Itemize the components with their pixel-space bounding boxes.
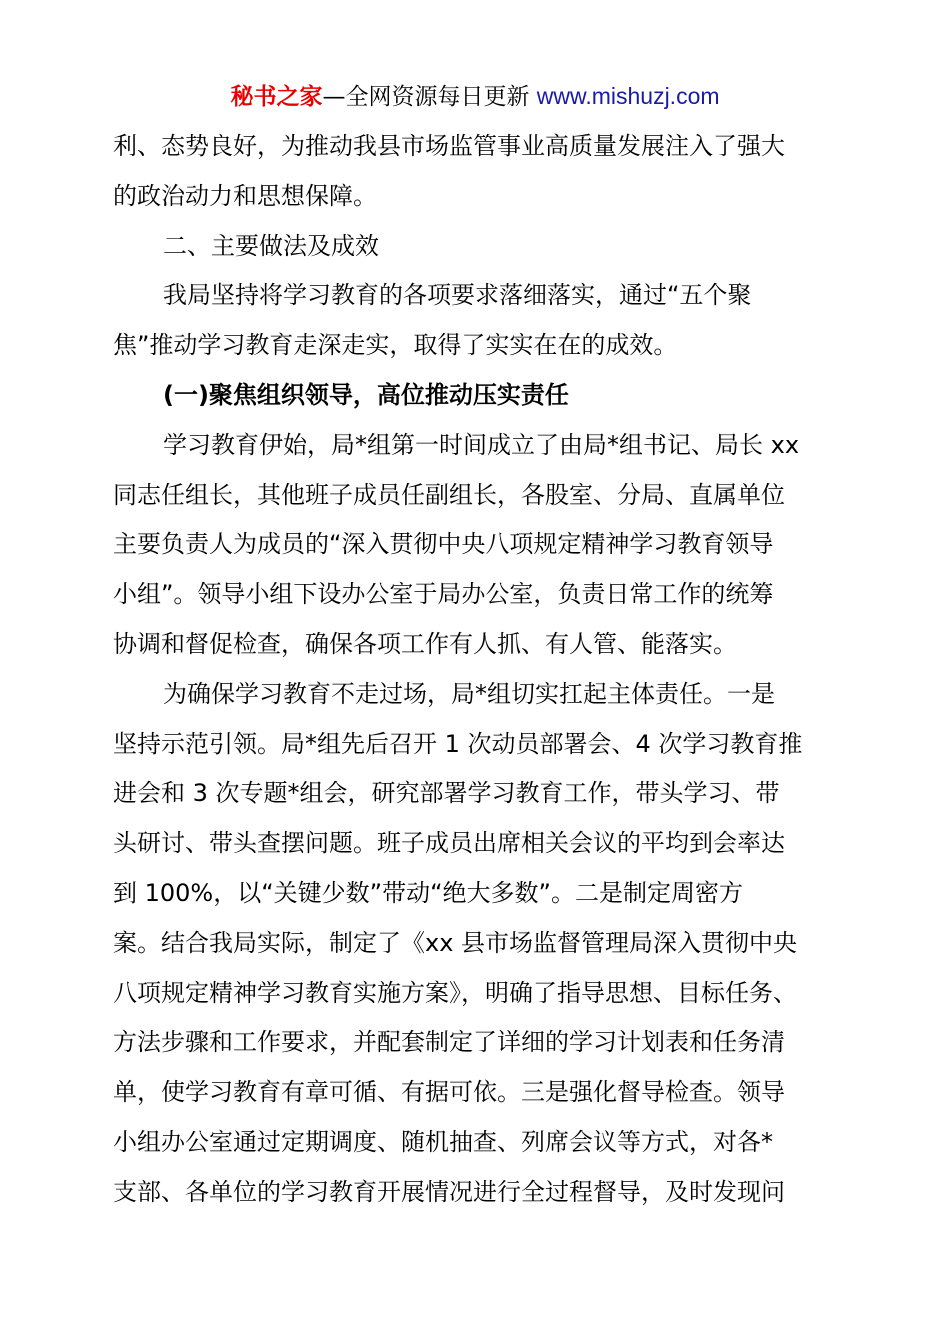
paragraph-line: 学习教育伊始，局*组第一时间成立了由局*组书记、局长 xx bbox=[163, 430, 800, 459]
paragraph-line: 小组办公室通过定期调度、随机抽查、列席会议等方式，对各* bbox=[113, 1127, 773, 1156]
paragraph-line: 坚持示范引领。局*组先后召开 1 次动员部署会、4 次学习教育推 bbox=[113, 729, 803, 758]
paragraph-line: 头研讨、带头查摆问题。班子成员出席相关会议的平均到会率达 bbox=[113, 829, 785, 858]
paragraph-line: 为确保学习教育不走过场，局*组切实扛起主体责任。一是 bbox=[163, 679, 775, 708]
paragraph-line: 的政治动力和思想保障。 bbox=[113, 181, 377, 210]
paragraph-line: 协调和督促检查，确保各项工作有人抓、有人管、能落实。 bbox=[113, 629, 737, 658]
paragraph-line: 案。结合我局实际，制定了《xx 县市场监督管理局深入贯彻中央 bbox=[113, 928, 798, 957]
paragraph-line: 单，使学习教育有章可循、有据可依。三是强化督导检查。领导 bbox=[113, 1078, 785, 1107]
paragraph-line: 主要负责人为成员的“深入贯彻中央八项规定精神学习教育领导 bbox=[113, 530, 774, 559]
site-url-link[interactable]: www.mishuzj.com bbox=[536, 83, 720, 109]
paragraph-line: 进会和 3 次专题*组会，研究部署学习教育工作，带头学习、带 bbox=[113, 779, 780, 808]
header-tagline: —全网资源每日更新 bbox=[322, 84, 530, 110]
paragraph-line: 我局坚持将学习教育的各项要求落细落实，通过“五个聚 bbox=[163, 281, 752, 310]
section-heading: (一)聚焦组织领导，高位推动压实责任 bbox=[163, 380, 569, 409]
paragraph-line: 到 100%，以“关键少数”带动“绝大多数”。二是制定周密方 bbox=[113, 878, 743, 907]
paragraph-line: 小组”。领导小组下设办公室于局办公室，负责日常工作的统筹 bbox=[113, 580, 774, 609]
paragraph-line: 支部、各单位的学习教育开展情况进行全过程督导，及时发现问 bbox=[113, 1177, 785, 1206]
paragraph-line: 利、态势良好，为推动我县市场监管事业高质量发展注入了强大 bbox=[113, 132, 785, 160]
paragraph-line: 方法步骤和工作要求，并配套制定了详细的学习计划表和任务清 bbox=[113, 1028, 785, 1057]
brand-name: 秘书之家 bbox=[230, 84, 323, 110]
page-header bbox=[0, 80, 950, 113]
paragraph-line: 二、主要做法及成效 bbox=[163, 231, 379, 260]
paragraph-line: 同志任组长，其他班子成员任副组长，各股室、分局、直属单位 bbox=[113, 480, 785, 509]
paragraph-line: 八项规定精神学习教育实施方案》，明确了指导思想、目标任务、 bbox=[113, 978, 797, 1007]
paragraph-line: 焦”推动学习教育走深走实，取得了实实在在的成效。 bbox=[113, 331, 678, 360]
document-body bbox=[113, 122, 843, 1218]
